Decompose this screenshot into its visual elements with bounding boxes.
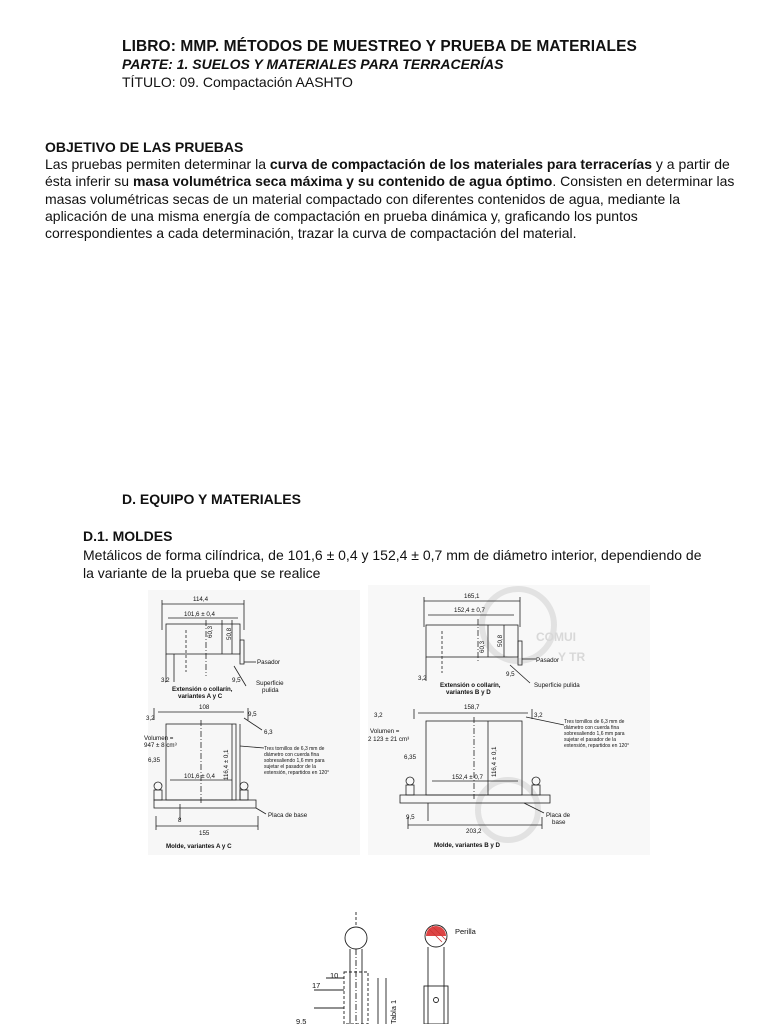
- dim-label: 116,4 ± 0,1: [223, 749, 230, 780]
- pasador-label: Pasador: [257, 659, 281, 666]
- watermark-text: Y TR: [558, 650, 586, 664]
- part-title: PARTE: 1. SUELOS Y MATERIALES PARA TERRACERÍAS: [122, 56, 504, 72]
- base-plate-label: Placa de base: [268, 812, 308, 819]
- rammer-figure: [290, 908, 490, 1024]
- dim-label: 9,5: [506, 671, 515, 678]
- book-title: LIBRO: MMP. MÉTODOS DE MUESTREO Y PRUEBA DE MATERIALES: [122, 38, 637, 55]
- dim-label: 50,8: [226, 627, 233, 640]
- screws-note: sujetar el pasador de la: [564, 737, 616, 743]
- dim-label: 101,6 ± 0,4: [184, 611, 215, 618]
- dim-label: 108: [199, 704, 210, 711]
- molds-description: Metálicos de forma cilíndrica, de 101,6 ± 0,4 y 152,4 ± 0,7 mm de diámetro interior, dependiendo de la variante de la prueba que se realice: [83, 547, 702, 581]
- collar-caption: Extensión o collarín,: [172, 686, 233, 693]
- dim-label: 10: [330, 971, 339, 980]
- dim-label: 60,3: [479, 640, 486, 653]
- base-plate-label: base: [552, 819, 566, 826]
- objective-paragraph: [45, 156, 735, 242]
- dim-label: 3,2: [374, 712, 383, 719]
- screws-note: diámetro con cuerda fina: [264, 752, 320, 758]
- volume-label: 947 ± 8 cm³: [144, 742, 177, 749]
- dim-label: 3,2: [534, 712, 543, 719]
- dim-label: 6,35: [404, 754, 417, 761]
- dim-label: 165,1: [464, 593, 480, 600]
- screws-note: Tres tornillos de 6,3 mm de: [264, 746, 325, 752]
- surface-label: pulida: [262, 687, 279, 694]
- screws-note: extensión, repartidos en 120°: [264, 770, 330, 776]
- dim-label: 203,2: [466, 828, 482, 835]
- table-ref-label: Tabla 1: [389, 999, 398, 1024]
- equipment-heading: D. EQUIPO Y MATERIALES: [122, 491, 301, 507]
- dim-label: 152,4 ± 0,7: [454, 607, 485, 614]
- section-title: TÍTULO: 09. Compactación AASHTO: [122, 74, 353, 90]
- collar-caption: variantes A y C: [178, 693, 223, 700]
- screws-note: Tres tornillos de 6,3 mm de: [564, 719, 625, 725]
- dim-label: 116,4 ± 0,1: [491, 746, 498, 777]
- dim-label: 50,8: [497, 634, 504, 647]
- mold-ac-figure: [144, 590, 360, 855]
- surface-label: Superficie: [256, 680, 284, 687]
- volume-label: 2 123 ± 21 cm³: [368, 736, 410, 743]
- dim-label: 3,2: [418, 675, 427, 682]
- screws-note: extensión, repartidos en 120°: [564, 743, 630, 749]
- objective-text-2: y a partir de ésta inferir su: [45, 156, 730, 190]
- screws-note: sobresaliendo 1,6 mm para: [264, 758, 325, 764]
- collar-caption: variantes B y D: [446, 689, 491, 696]
- molds-heading: D.1. MOLDES: [83, 528, 173, 544]
- dim-label: 158,7: [464, 704, 480, 711]
- dim-label: 155: [199, 830, 210, 837]
- watermark-text: COMUI: [536, 630, 576, 644]
- dim-label: 9,5: [406, 814, 415, 821]
- dim-label: 17: [312, 981, 321, 990]
- pasador-label: Pasador: [536, 657, 560, 664]
- dim-label: 6,35: [148, 757, 161, 764]
- figure-caption: Molde, variantes B y D: [434, 842, 501, 849]
- objective-bold-1: curva de compactación de los materiales para terracerías: [269, 156, 652, 172]
- objective-text-3: . Consisten en determinar las masas volumétricas secas de un material compactado con diferentes contenidos de agua, mediante la aplicación de una misma energía de compactación en prueba dinámica y, graficando los puntos correspondientes a cada determinación, trazar la curva de compactación del material.: [45, 173, 735, 242]
- surface-label: Superficie pulida: [534, 682, 580, 689]
- dim-label: 114,4: [193, 596, 209, 603]
- dim-label: 8: [178, 817, 182, 824]
- dim-label: 9,5: [248, 711, 257, 718]
- figure-caption: Molde, variantes A y C: [166, 843, 232, 850]
- volume-label: Volumen =: [144, 735, 174, 742]
- mold-bd-figure: [368, 585, 650, 855]
- collar-caption: Extensión o collarín,: [440, 682, 501, 689]
- dim-label: 152,4 ± 0,7: [452, 774, 483, 781]
- perilla-label: Perilla: [455, 927, 476, 936]
- knob-shape: [345, 927, 367, 949]
- screws-note: diámetro con cuerda fina: [564, 725, 620, 731]
- objective-bold-2: masa volumétrica seca máxima y su contenido de agua óptimo: [132, 173, 553, 190]
- dim-label: 3,2: [146, 715, 155, 722]
- dim-label: 3,2: [161, 677, 170, 684]
- screws-note: sujetar el pasador de la: [264, 764, 316, 770]
- objective-heading: OBJETIVO DE LAS PRUEBAS: [45, 139, 244, 155]
- objective-text-1: Las pruebas permiten determinar la: [45, 156, 270, 172]
- volume-label: Volumen =: [370, 728, 400, 735]
- dim-label: 101,6 ± 0,4: [184, 773, 215, 780]
- base-plate-label: Placa de: [546, 812, 571, 819]
- dim-label: 9,5: [296, 1017, 307, 1024]
- dim-label: 9,5: [232, 677, 241, 684]
- dim-label: 6,3: [264, 729, 273, 736]
- screws-note: sobresaliendo 1,6 mm para: [564, 731, 625, 737]
- dim-label: 60,3: [207, 625, 214, 638]
